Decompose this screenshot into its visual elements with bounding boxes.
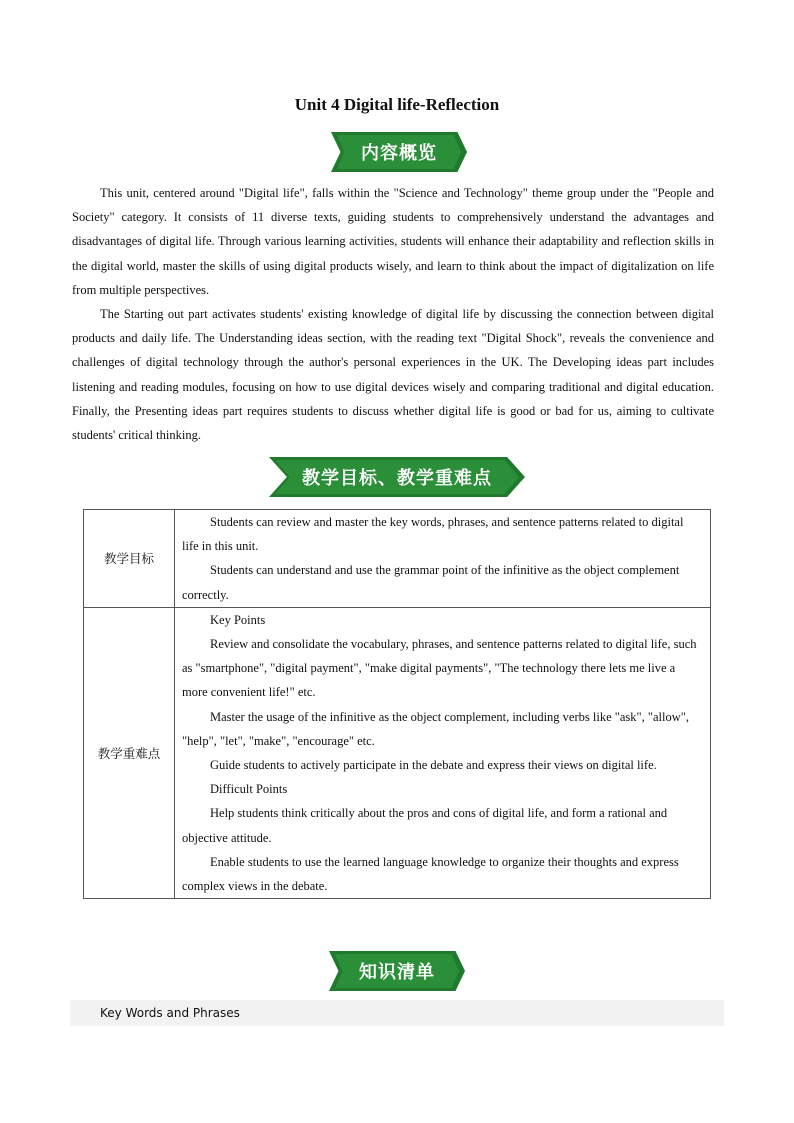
banner-overview-label: 内容概览 [361,143,437,164]
key-points-content [175,607,711,898]
section-bar-label: Key Words and Phrases [100,1006,240,1020]
key-point-line: Master the usage of the infinitive as the object complement, including verbs like "ask", "allow", "help", "let", "make", "encourage" etc. [182,709,689,748]
row-header-objectives: 教学目标 [84,510,175,608]
banner-objectives [269,457,525,497]
key-point-line: Guide students to actively participate in the debate and express their views on digital life. [210,758,657,773]
difficult-points-heading: Difficult Points [210,782,288,797]
difficult-point-line: Help students think critically about the pros and cons of digital life, and form a rational and objective attitude. [182,806,668,845]
difficult-point-line: Enable students to use the learned language knowledge to organize their thoughts and express complex views in the debate. [182,854,679,894]
row-header-key-points: 教学重难点 [84,607,175,898]
overview-paragraph-2: The Starting out part activates students' existing knowledge of digital life by discussing the connection between digital products and daily life. The Understanding ideas section, with the reading text "Digital Shock", reveals the convenience and challenges of digital technology through the author's personal experiences in the UK. The Developing ideas part includes listening and reading modules, focusing on how to use digital devices wisely and comparing traditional and digital education. Finally, the Presenting ideas part requires students to discuss whether digital life is good or bad for us, aiming to cultivate students' critical thinking. [72,307,714,443]
section-bar [70,1000,724,1026]
key-points-heading: Key Points [210,612,266,627]
objectives-table [83,509,711,899]
overview-section [72,181,714,447]
banner-knowledge-label: 知识清单 [359,962,435,983]
banner-overview [331,132,467,172]
objective-line: Students can review and master the key words, phrases, and sentence patterns related to digital life in this unit. [182,515,684,554]
page-title: Unit 4 Digital life-Reflection [294,95,500,114]
table-row [84,510,711,608]
objective-line: Students can understand and use the grammar point of the infinitive as the object complement correctly. [182,563,680,602]
banner-objectives-label: 教学目标、教学重难点 [302,468,492,489]
objectives-content [175,510,711,608]
banner-knowledge [329,951,465,991]
table-row [84,607,711,898]
key-point-line: Review and consolidate the vocabulary, phrases, and sentence patterns related to digital life, such as "smartphone", "digital payment", "make digital payments", "The technology there lets me live a more convenient life!" etc. [182,637,697,700]
overview-paragraph-1: This unit, centered around "Digital life", falls within the "Science and Technology" theme group under the "People and Society" category. It consists of 11 diverse texts, guiding students to comprehensively understand the advantages and disadvantages of digital life. Through various learning activities, students will enhance their adaptability and reflection skills in the digital world, master the skills of using digital products wisely, and learn to think about the impact of digitalization on life from multiple perspectives. [72,186,714,297]
